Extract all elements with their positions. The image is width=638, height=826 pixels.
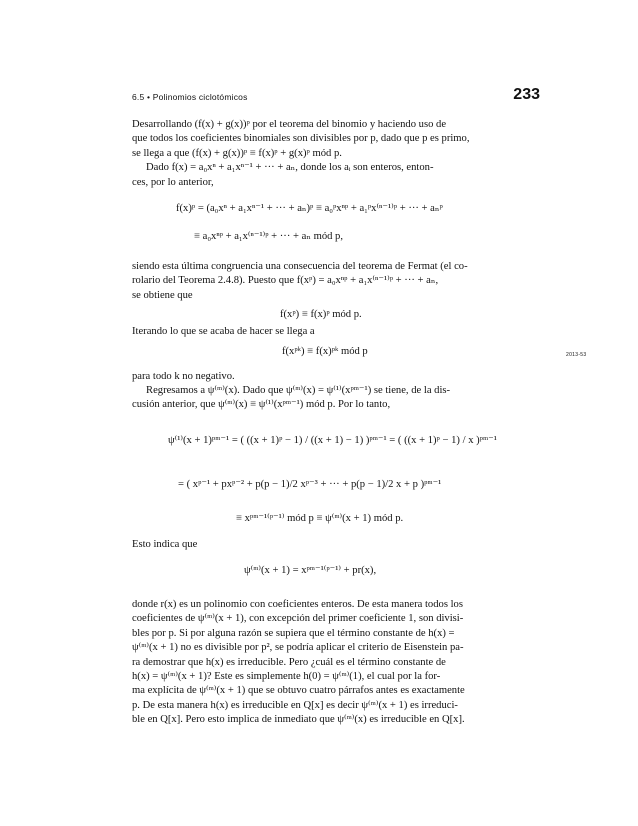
text-line: se obtiene que: [132, 289, 193, 301]
text-line: Desarrollando (f(x) + g(x))ᵖ por el teorema del binomio y haciendo uso de: [132, 119, 447, 130]
paragraph-nonnegative: [132, 370, 542, 384]
text-line: h(x) = ψ⁽ᵐ⁾(x + 1)? Este es simplemente h(0) = ψ⁽ᵐ⁾(1), el cual por la for-: [132, 671, 441, 683]
text-line: ra demostrar que h(x) es irreducible. Pero ¿cuál es el término constante de: [132, 656, 446, 668]
text-line: ψ⁽ᵐ⁾(x + 1) no es divisible por p², se podría aplicar el criterio de Eisenstein pa-: [132, 642, 464, 654]
paragraph-binomial: [132, 118, 542, 190]
text-line: Dado f(x) = a₀xⁿ + a₁xⁿ⁻¹ + ··· + aₙ, donde los aᵢ son enteros, enton-: [146, 162, 434, 174]
equation-psi-r: ψ⁽ᵐ⁾(x + 1) = xᵖᵐ⁻¹⁽ᵖ⁻¹⁾ + pr(x),: [244, 565, 377, 576]
equation-power-expansion: f(x)ᵖ = (a₀xⁿ + a₁xⁿ⁻¹ + ··· + aₙ)ᵖ ≡ a₀ᵖxⁿᵖ + a₁ᵖx⁽ⁿ⁻¹⁾ᵖ + ··· + aₙᵖ: [176, 203, 443, 214]
equation-iterated: f(xᵖᵏ) ≡ f(x)ᵖᵏ mód p: [282, 346, 368, 357]
text-line: Regresamos a ψ⁽ᵐ⁾(x). Dado que ψ⁽ᵐ⁾(x) = ψ⁽¹⁾(xᵖᵐ⁻¹) se tiene, de la dis-: [146, 385, 451, 396]
text-line: bles por p. Si por alguna razón se supiera que el término constante de h(x) =: [132, 627, 455, 639]
text-line: para todo k no negativo.: [132, 371, 235, 382]
margin-note: 2013-53: [566, 352, 587, 358]
text-line: rolario del Teorema 2.4.8). Puesto que f(xᵖ) = a₀xⁿᵖ + a₁x⁽ⁿ⁻¹⁾ᵖ + ··· + aₙ,: [132, 275, 439, 287]
equation-psi-fraction: ψ⁽¹⁾(x + 1)ᵖᵐ⁻¹ = ( ((x + 1)ᵖ − 1) / ((x + 1) − 1) )ᵖᵐ⁻¹ = ( ((x + 1)ᵖ − 1) / x )ᵖᵐ⁻¹: [168, 435, 497, 446]
page-number: 233: [513, 86, 540, 103]
text-line: ces, por lo anterior,: [132, 176, 214, 188]
paragraph-indica: [132, 538, 542, 552]
text-line: se llega a que (f(x) + g(x))ᵖ ≡ f(x)ᵖ + g(x)ᵖ mód p.: [132, 147, 342, 159]
text-line: ma explícita de ψ⁽ᵐ⁾(x + 1) que se obtuvo cuatro párrafos antes es exactamente: [132, 685, 465, 697]
equation-psi-congruence: ≡ xᵖᵐ⁻¹⁽ᵖ⁻¹⁾ mód p ≡ ψ⁽ᵐ⁾(x + 1) mód p.: [236, 513, 404, 524]
text-line: siendo esta última congruencia una consecuencia del teorema de Fermat (el co-: [132, 261, 468, 272]
text-line: cusión anterior, que ψ⁽ᵐ⁾(x) ≡ ψ⁽¹⁾(xᵖᵐ⁻¹) mód p. Por lo tanto,: [132, 399, 391, 411]
section-title: 6.5 • Polinomios ciclotómicos: [132, 92, 248, 102]
paragraph-fermat: [132, 260, 542, 303]
text-line: Iterando lo que se acaba de hacer se llega a: [132, 326, 315, 337]
running-header: [132, 86, 540, 108]
text-line: Esto indica que: [132, 539, 198, 550]
equation-frobenius: f(xᵖ) ≡ f(x)ᵖ mód p.: [280, 309, 362, 320]
paragraph-psi: [132, 384, 542, 413]
equation-fermat-congruence: ≡ a₀xⁿᵖ + a₁x⁽ⁿ⁻¹⁾ᵖ + ··· + aₙ mód p,: [194, 231, 344, 242]
paragraph-eisenstein: [132, 598, 542, 728]
text-line: p. De esta manera h(x) es irreducible en Q[x] es decir ψ⁽ᵐ⁾(x + 1) es irreduci-: [132, 699, 458, 711]
text-line: coeficientes de ψ⁽ᵐ⁾(x + 1), con excepción del primer coeficiente 1, son divisi-: [132, 613, 464, 625]
text-line: que todos los coeficientes binomiales son divisibles por p, dado que p es primo,: [132, 133, 470, 145]
text-line: donde r(x) es un polinomio con coeficientes enteros. De esta manera todos los: [132, 599, 463, 610]
text-line: ble en Q[x]. Pero esto implica de inmediato que ψ⁽ᵐ⁾(x) es irreducible en Q[x].: [132, 714, 465, 726]
paragraph-iterate: [132, 325, 542, 339]
equation-psi-expanded: = ( xᵖ⁻¹ + pxᵖ⁻² + p(p − 1)/2 xᵖ⁻³ + ··· + p(p − 1)/2 x + p )ᵖᵐ⁻¹: [178, 479, 442, 490]
